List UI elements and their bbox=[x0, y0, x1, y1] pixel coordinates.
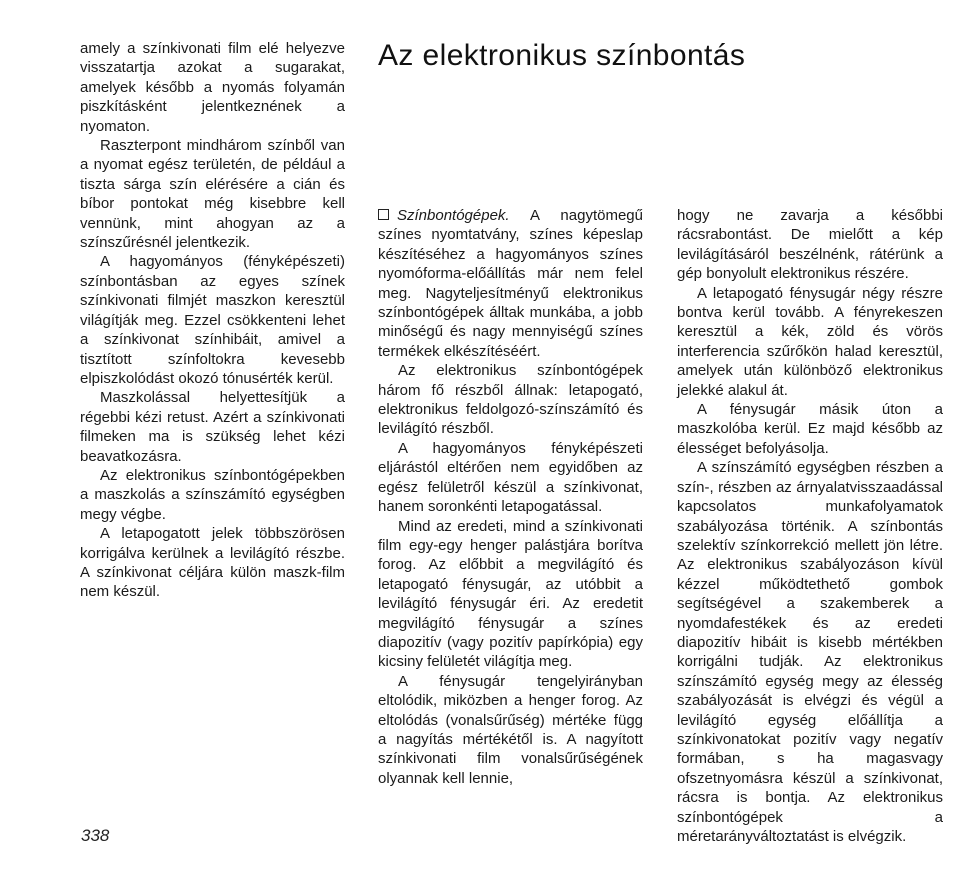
paragraph: Raszterpont mindhárom színből van a nyomat egész területén, de például a tiszta sárga szín elérésére a cián és bíbor pontokat még kisebbre kell vennünk, mint ahogyan az a színszűrésnél jelentkezik. bbox=[80, 137, 345, 252]
paragraph: A hagyományos fényképészeti eljárástól eltérően nem egyidőben az egész felületről készül a színkivonat, hanem soronkénti letapogatással. bbox=[378, 439, 643, 516]
paragraph: A fénysugár másik úton a maszkolóba kerül. Ez majd később az élességet befolyásolja. bbox=[677, 401, 943, 457]
page-title: Az elektronikus színbontás bbox=[378, 39, 746, 72]
paragraph: A letapogató fénysugár négy részre bontva kerül tovább. A fényrekeszen keresztül a kék, zöld és vörös interferencia szűrőkön halad keresztül, amelyek után különböző elektronikus jelekké alakul át. bbox=[677, 284, 943, 399]
paragraph: amely a színkivonati film elé helyezve visszatartja azokat a sugarakat, amelyek később a nyomás folyamán piszkításként jelentkeznének a nyomaton. bbox=[80, 40, 345, 135]
paragraph: A fénysugár tengelyirányban eltolódik, miközben a henger forog. Az eltolódás (vonalsűrűség) mértéke függ a nagyítás mértékétől is. A nagyított színkivonati film vonalsűrűségének olyannak kell lennie, bbox=[378, 672, 643, 787]
paragraph: Az elektronikus színbontógépekben a maszkolás a színszámító egységben megy végbe. bbox=[80, 466, 345, 523]
paragraph: Maszkolással helyettesítjük a régebbi kézi retust. Azért a színkivonati filmeken ma is szükség lehet kézi beavatkozásra. bbox=[80, 389, 345, 465]
paragraph: hogy ne zavarja a későbbi rácsrabontást. De mielőtt a kép levilágításáról beszélnénk, rátérünk a gép bonyolult elektronikus részére. bbox=[677, 207, 943, 283]
text-column-middle bbox=[378, 206, 643, 788]
paragraph: A színszámító egységben részben a szín-, részben az árnyalatvisszaadással kapcsolatos munkafolyamatok szabályozása történik. A színbontás szelektív színkorrekció mellett jön létre. Az elektronikus szabályozáson kívül kézzel működtethető gombok segítségével a szakemberek a nyomdafestékek és az eredeti diapozitív hibáit is kisebb mértékben korrigálni tudják. Az elektronikus színszámító egység megy az élesség szabályozását is elvégzi és végül a levilágító egység előállítja a színkivonatokat pozitív vagy negatív formában, s ha magasvagy ofszetnyomásra készül a színkivonat, rácsra is bontja. Az elektronikus színbontógépek a méretarányváltoztatást is elvégzik. bbox=[677, 459, 943, 845]
page-number: 338 bbox=[81, 826, 110, 845]
section-heading: Színbontógépek. bbox=[397, 207, 510, 224]
paragraph: Az elektronikus színbontógépek három fő részből állnak: letapogató, elektronikus feldolgozó-színszámító és levilágító részből. bbox=[378, 362, 643, 438]
paragraph: A letapogatott jelek többszörösen korrigálva kerülnek a levilágító részbe. A színkivonat céljára külön maszk-film nem készül. bbox=[80, 525, 345, 601]
paragraph-text: A nagytömegű színes nyomtatvány, színes képeslap készítéséhez a hagyományos színes nyomóforma-előállítás már nem felel meg. Nagyteljesítményű elektronikus színbontógépek álltak munkába, a jobb minőségű és nagy mennyiségű színes termékek elkészítéséért. bbox=[378, 207, 643, 360]
paragraph: A hagyományos (fényképészeti) színbontásban az egyes színek színkivonati filmjét maszkon keresztül világítják meg. Ezzel csökkenteni lehet a színkivonat színhibáit, amivel a tisztított színfoltokra kevesebb elpiszkolódást okozó tónusérték kerül. bbox=[80, 253, 345, 387]
section-intro-paragraph bbox=[378, 206, 643, 361]
text-column-right bbox=[677, 206, 943, 846]
text-column-left bbox=[80, 39, 345, 602]
square-bullet-icon bbox=[378, 209, 389, 220]
paragraph: Mind az eredeti, mind a színkivonati film egy-egy henger palástjára borítva forog. Az előbbit a megvilágító és letapogató fénysugár, az utóbbit a levilágító fénysugár éri. Az eredetit megvilágító fénysugár a színes diapozitív (vagy pozitív papírkópia) egy kicsiny felületét világítja meg. bbox=[378, 517, 643, 671]
